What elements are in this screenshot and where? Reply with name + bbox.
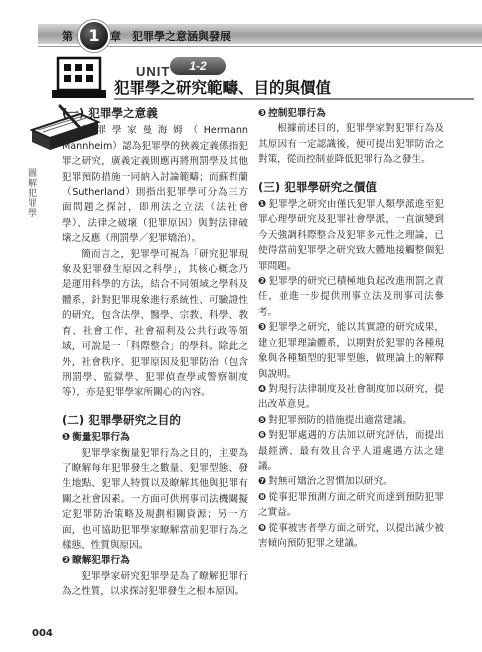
side-tab-label: 圖解犯罪學	[26, 168, 36, 218]
bullet-icon: ❺	[258, 414, 267, 426]
value-item-text: 犯罪學的研究已積極地負起改進刑罰之責任，並進一步提供刑事立法及刑事司法參考。	[258, 276, 445, 318]
value-list	[258, 197, 444, 551]
chapter-suffix: 章	[110, 30, 121, 43]
bullet-icon: ❹	[258, 383, 267, 395]
purpose-item-2-title: 瞭解犯罪行為	[72, 555, 130, 567]
paragraph-meaning-1: 犯罪學家曼海姆（Hermann Mannheim）認為犯罪學的狹義定義係指犯罪之研究，廣義定義則應再將刑罰學及其他犯罪預防措施一同納入討論範疇；而蘇哲蘭（Sutherland）則指出犯罪學可分為三方面問題之探討，即刑法之立法（法社會學）、法律之破壞（犯罪原因）與對法律破壞之反應（刑罰學／犯罪矯治）。	[62, 125, 248, 245]
unit-label: UNIT	[136, 64, 171, 79]
purpose-item-1-text: 犯罪學家衡量犯罪行為之目的，主要為了瞭解每年犯罪發生之數量、犯罪型態、發生地點、犯罪人特質以及瞭解其他與犯罪有關之社會因素。一方面可供刑事司法機關擬定犯罪防治策略及規劃相關資源；另一方面，也可協助犯罪學家瞭解當前犯罪行為之樣態、性質與原因。	[62, 447, 248, 551]
bullet-icon: ❷	[62, 555, 71, 567]
value-item	[258, 413, 444, 428]
value-item	[258, 197, 444, 274]
value-item-text: 對無可矯治之習慣加以研究。	[268, 476, 393, 488]
value-item-text: 犯罪學之研究，能以其實證的研究成果，建立犯罪理論體系，以期對於犯罪的各種現象與各種類型的犯罪型態，做理論上的解釋與說明。	[258, 322, 445, 380]
bullet-icon: ❽	[258, 491, 267, 503]
section-heading-value: (三) 犯罪學研究之價值	[258, 179, 377, 194]
right-column	[258, 106, 444, 551]
value-item	[258, 490, 444, 521]
value-item-text: 對現行法律制度及社會制度加以研究，提出改革意見。	[258, 383, 445, 411]
unit-number-badge: 1-2	[170, 57, 226, 75]
left-column	[62, 106, 248, 600]
bullet-icon: ❷	[258, 276, 267, 288]
bullet-icon: ❾	[258, 522, 267, 534]
unit-title: 犯罪學之研究範疇、目的與價值	[114, 79, 332, 97]
section-heading-purpose: (二) 犯罪學研究之目的	[62, 412, 181, 427]
purpose-item-3-title: 控制犯罪行為	[268, 108, 326, 119]
chapter-number-badge: 1	[78, 20, 110, 52]
bullet-icon: ❶	[258, 199, 267, 211]
value-item	[258, 428, 444, 474]
bullet-icon: ❸	[258, 108, 267, 119]
bullet-icon: ❼	[258, 476, 267, 488]
page-number: 004	[32, 628, 53, 639]
value-item	[258, 521, 444, 552]
bullet-icon: ❶	[62, 432, 71, 444]
purpose-item-2-heading	[62, 553, 248, 568]
unit-building-icon	[50, 52, 108, 100]
purpose-item-2-text: 犯罪學家研究犯罪學是為了瞭解犯罪行為之性質，以求探討犯罪發生之根本原因。	[62, 570, 248, 598]
bullet-icon: ❸	[258, 322, 267, 334]
value-item	[258, 320, 444, 382]
purpose-item-3-heading	[258, 106, 444, 121]
purpose-item-1-title: 衡量犯罪行為	[72, 432, 130, 444]
value-item-text: 對犯罪預防的措施提出適當建議。	[268, 414, 413, 426]
value-item-text: 對犯罪處遇的方法加以研究評估，而提出最經濟、最有效且合乎人道處遇方法之建議。	[258, 430, 445, 472]
purpose-item-1-heading	[62, 430, 248, 445]
unit-title-rule	[114, 98, 474, 100]
purpose-item-3-text: 根據前述目的，犯罪學家對犯罪行為及其原因有一定認識後，便可提出犯罪防治之對策，從而控制並降低犯罪行為之發生。	[258, 123, 444, 166]
value-item-text: 從事被害者學方面之研究，以提出減少被害傾向預防犯罪之建議。	[258, 522, 445, 549]
value-item	[258, 382, 444, 413]
value-item-text: 從事犯罪預測方面之研究而達到預防犯罪之實益。	[258, 491, 445, 519]
chapter-prefix: 第	[62, 30, 73, 43]
value-item	[258, 474, 444, 489]
paragraph-meaning-2: 簡而言之，犯罪學可視為「研究犯罪現象及犯罪發生原因之科學」，其核心概念乃是運用科學的方法，結合不同領域之學科及體系，針對犯罪現象進行系統性、可驗證性的研究，包含法學、醫學、宗教、科學、教育、社會工作、社會福利及公共行政等領域，可說是一「科際整合」的學科。除此之外，社會秩序、犯罪原因及犯罪防治（包含刑罰學、監獄學、犯罪偵查學或警察制度等），亦是犯罪學家所關心的內容。	[62, 248, 248, 399]
section-heading-meaning: (一) 犯罪學之意義	[62, 106, 158, 120]
bullet-icon: ❻	[258, 430, 267, 442]
chapter-title: 犯罪學之意涵與發展	[132, 30, 231, 43]
value-item-text: 犯罪學之研究由僅氏犯罪人類學派進至犯罪心理學研究及犯罪社會學派，一直演變到今天強調科際整合及犯罪多元性之理論，已使得當前犯罪學之研究致大體地接觸整個犯罪問題。	[258, 199, 445, 272]
value-item	[258, 274, 444, 320]
